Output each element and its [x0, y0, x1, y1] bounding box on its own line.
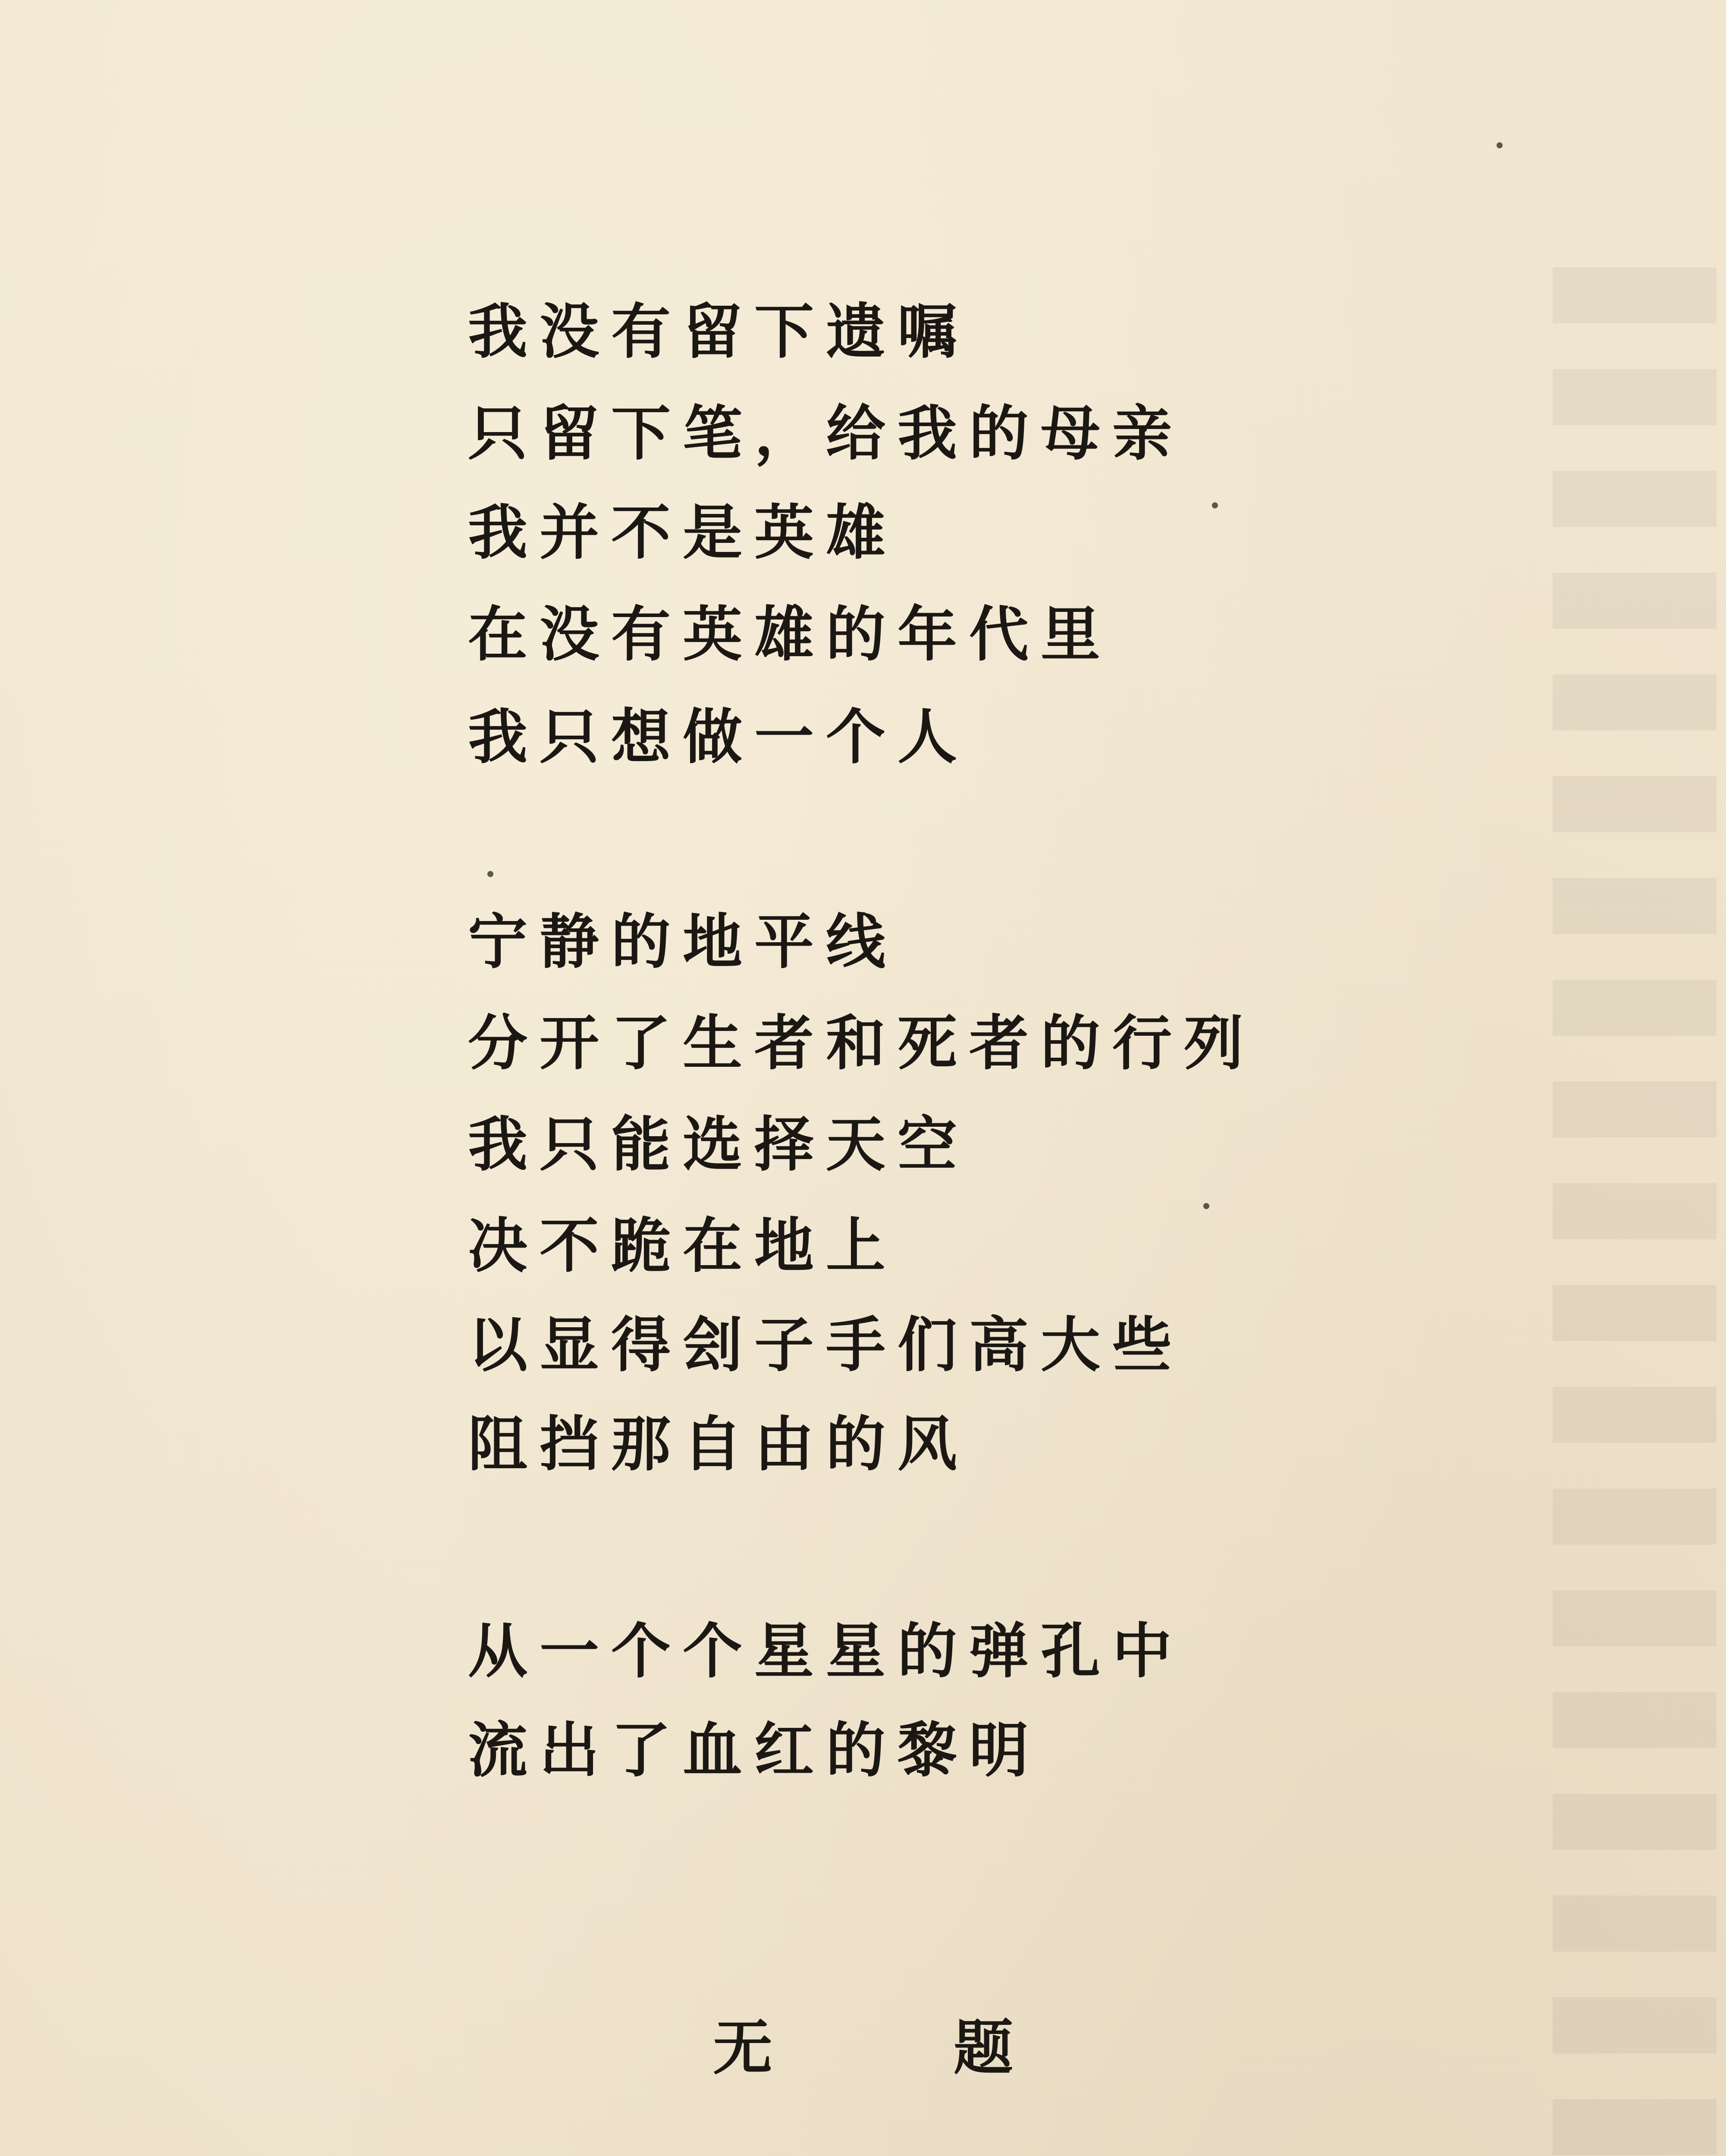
- poem-line: 我只想做一个人: [468, 702, 970, 772]
- ink-speck: [1497, 142, 1503, 148]
- show-through-text: [1553, 267, 1717, 2156]
- poem-line: 我并不是英雄: [468, 497, 898, 567]
- ink-speck: [487, 871, 493, 877]
- poem-line: 我只能选择天空: [468, 1109, 970, 1179]
- poem-line: 阻挡那自由的风: [468, 1409, 970, 1479]
- poem-line: 以显得刽子手们高大些: [468, 1310, 1184, 1380]
- poem-line: 决不跪在地上: [468, 1210, 898, 1281]
- poem-title: 无题: [713, 2012, 1194, 2083]
- ink-speck: [1212, 502, 1218, 508]
- poem-line: 我没有留下遗嘱: [468, 296, 970, 367]
- poem-line: 只留下笔，给我的母亲: [468, 398, 1184, 468]
- poem-line: 流出了血红的黎明: [468, 1715, 1041, 1785]
- ink-speck: [1203, 1203, 1209, 1209]
- poem-line: 在没有英雄的年代里: [468, 599, 1113, 669]
- poem-line: 从一个个星星的弹孔中: [468, 1616, 1184, 1686]
- poem-line: 宁静的地平线: [468, 906, 898, 977]
- poem-line: 分开了生者和死者的行列: [468, 1008, 1256, 1078]
